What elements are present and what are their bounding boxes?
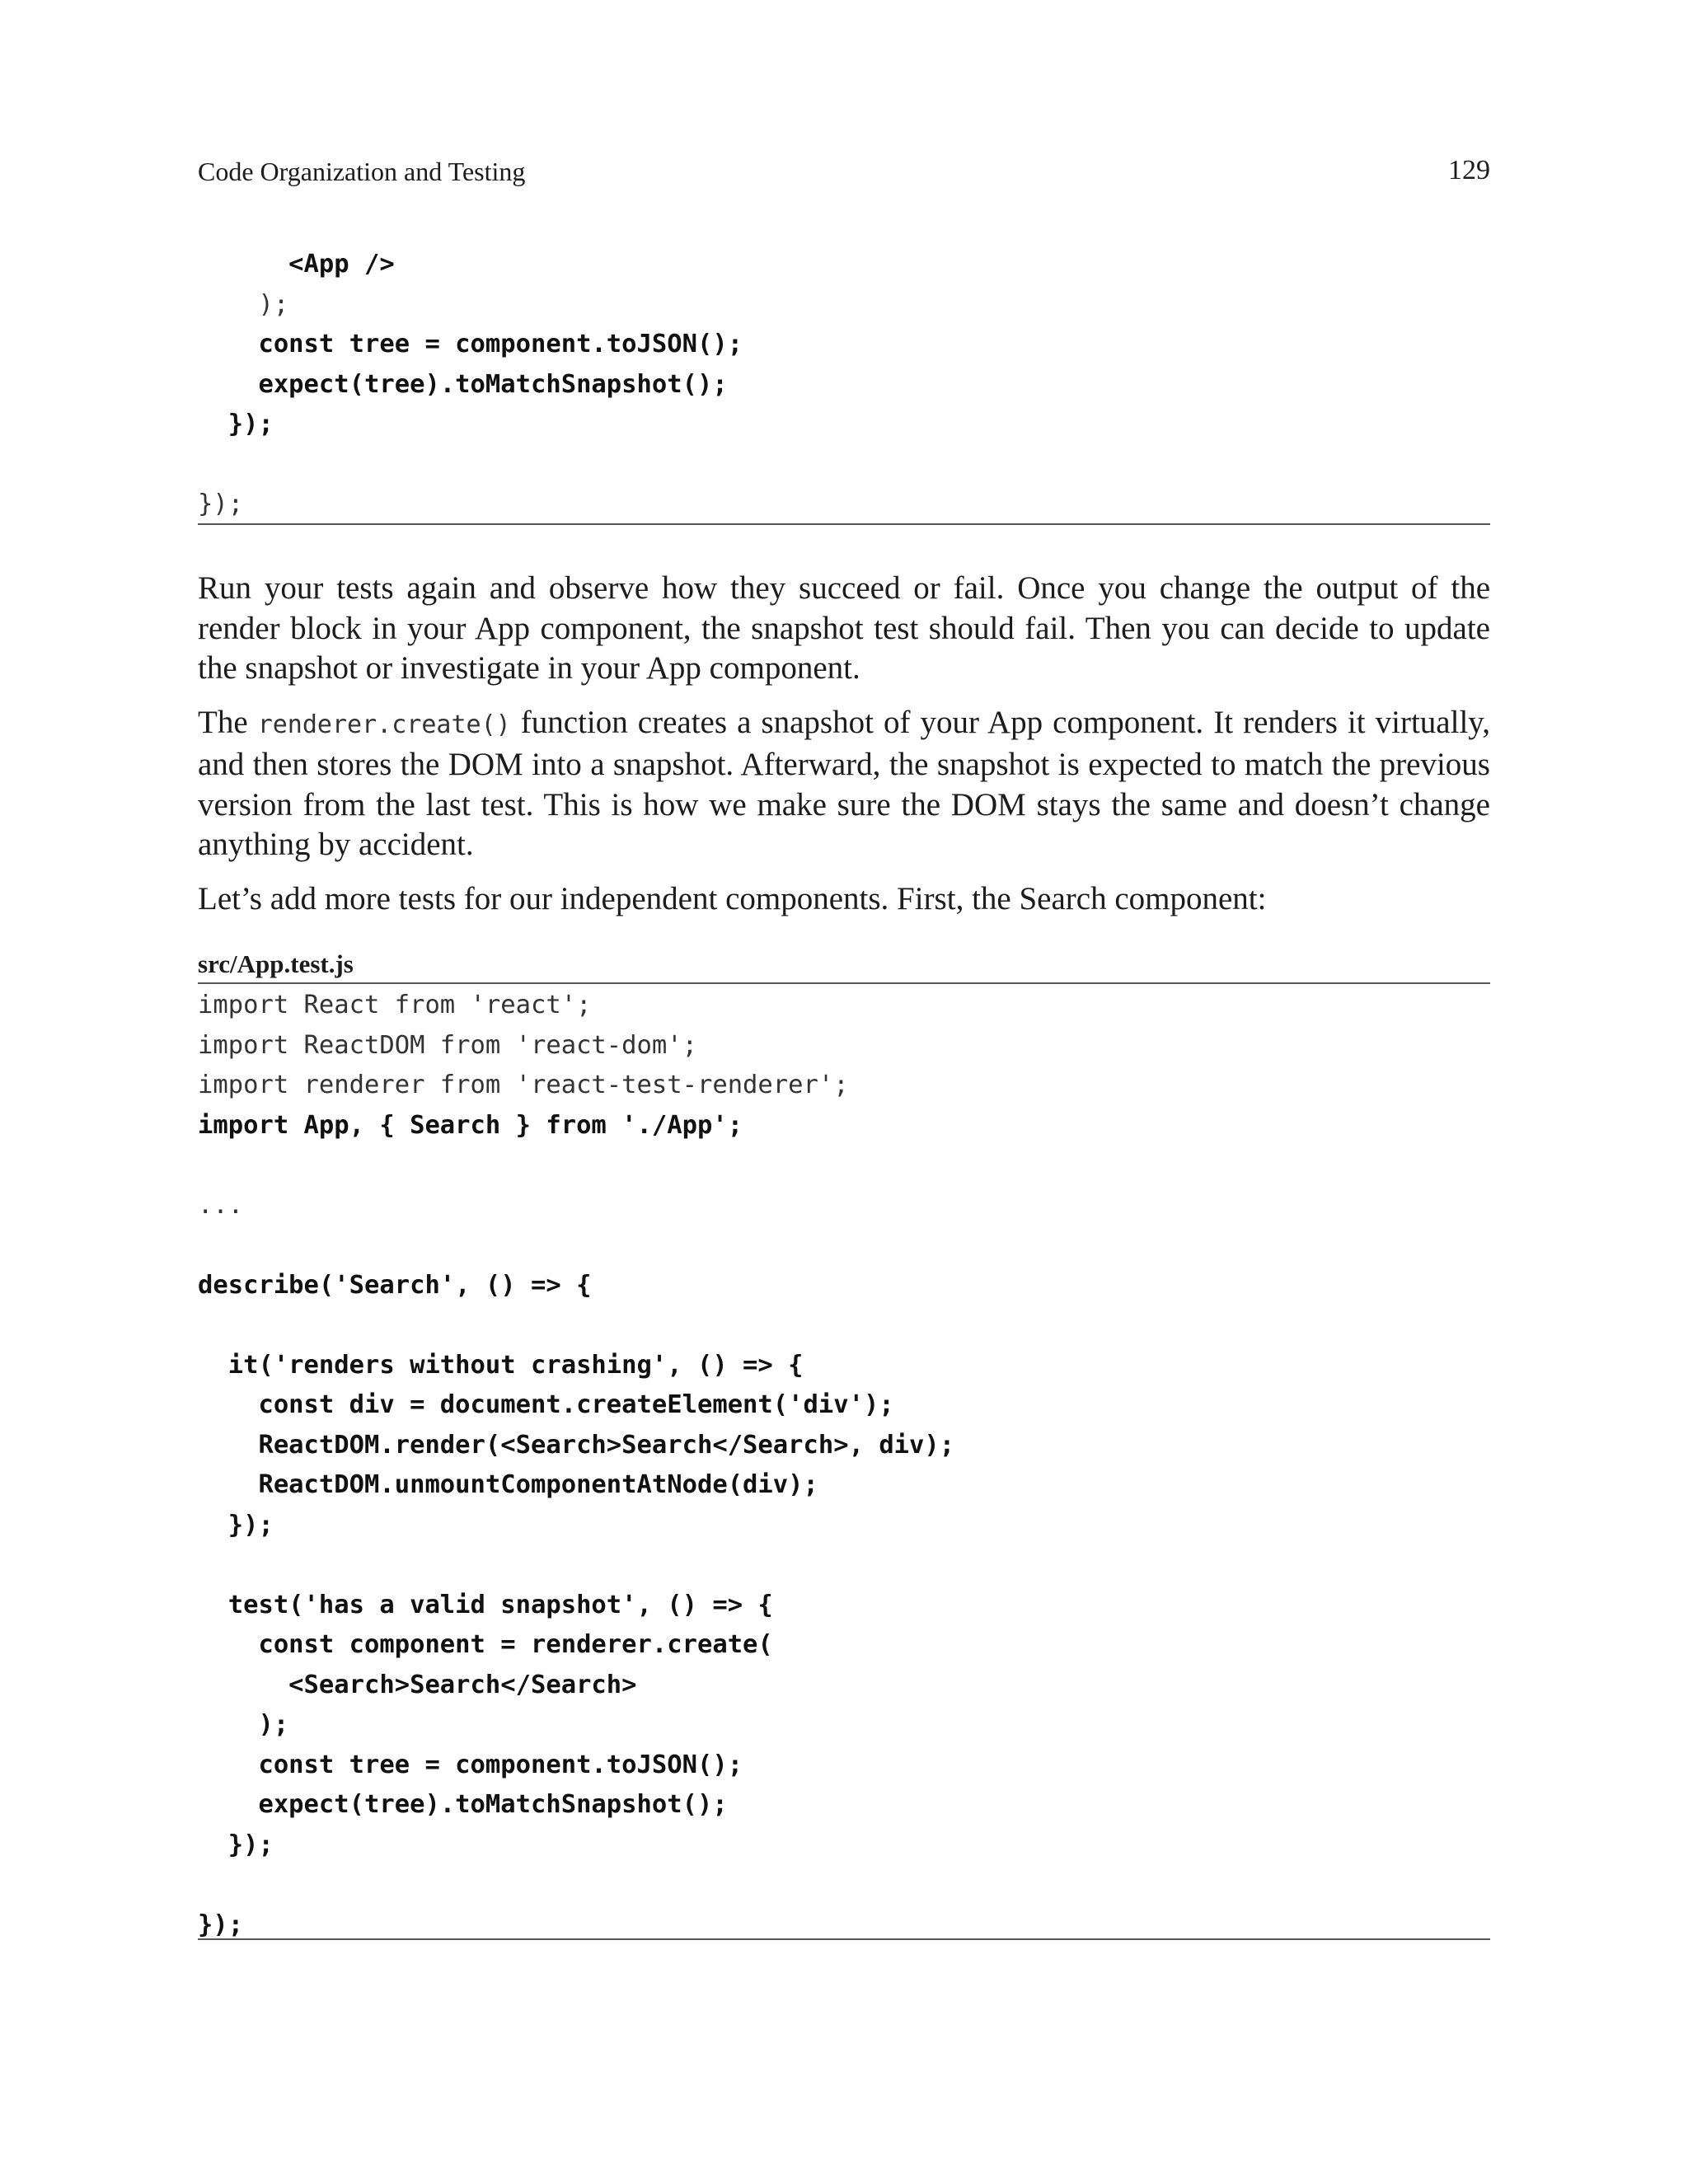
code-line	[198, 1305, 1490, 1346]
paragraph-text: function creates a snapshot of your App component. It renders it virtually, and then stores the DOM into a snapshot. Afterward, the snapshot is expected to match the previous version from the last test. This is how we make sure the DOM stays the same and doesn’t change anything by accident.	[198, 704, 1490, 862]
code-line: });	[198, 1510, 274, 1540]
code-line: const tree = component.toJSON();	[198, 1750, 743, 1779]
code-line: expect(tree).toMatchSnapshot();	[198, 1790, 728, 1819]
paragraph: Run your tests again and observe how they succeed or fail. Once you change the output of the render block in your App component, the snapshot test should fail. Then you can decide to update the snapshot or investigate in your App component.	[198, 570, 1490, 686]
code-line: );	[198, 1710, 289, 1739]
code-line: import React from 'react';	[198, 991, 592, 1019]
code-line	[198, 1146, 1490, 1186]
code-line: );	[198, 289, 289, 319]
page-number: 129	[1448, 155, 1490, 185]
code-line	[198, 445, 1490, 485]
code-line: const tree = component.toJSON();	[198, 330, 743, 359]
paragraph: Let’s add more tests for our independent components. First, the Search component:	[198, 880, 1267, 916]
code-line	[198, 1865, 1490, 1905]
code-listing	[198, 986, 1490, 1945]
code-line	[198, 1226, 1490, 1266]
code-line: });	[198, 1830, 274, 1859]
code-line: const component = renderer.create(	[198, 1630, 773, 1659]
code-continuation	[198, 245, 1490, 525]
paragraph	[198, 703, 1490, 865]
code-line: ...	[198, 1190, 244, 1220]
code-line: expect(tree).toMatchSnapshot();	[198, 369, 728, 399]
code-line	[198, 1545, 1490, 1586]
code-line: });	[198, 1910, 244, 1939]
inline-code: renderer.create()	[257, 710, 511, 739]
code-line: });	[198, 410, 274, 438]
code-line: });	[198, 490, 244, 518]
code-line: <Search>Search</Search>	[198, 1670, 637, 1699]
code-line: it('renders without crashing', () => {	[198, 1350, 804, 1380]
paragraph-text: The	[198, 704, 258, 740]
running-header: Code Organization and Testing	[198, 157, 526, 186]
code-line: test('has a valid snapshot', () => {	[198, 1590, 773, 1619]
code-line: describe('Search', () => {	[198, 1270, 592, 1300]
listing-top-rule	[198, 982, 1490, 984]
code-line: const div = document.createElement('div');	[198, 1390, 894, 1419]
code-line: import ReactDOM from 'react-dom';	[198, 1030, 697, 1060]
listing-filename: src/App.test.js	[198, 949, 354, 978]
code-line: ReactDOM.unmountComponentAtNode(div);	[198, 1470, 818, 1499]
code-line: <App />	[198, 250, 395, 279]
code-line: import renderer from 'react-test-renderer';	[198, 1071, 849, 1099]
code-line: ReactDOM.render(<Search>Search</Search>, div);	[198, 1430, 955, 1460]
code-line: import App, { Search } from './App';	[198, 1110, 743, 1140]
listing-bottom-rule	[198, 1938, 1490, 1940]
body-text	[198, 569, 1490, 933]
code-bottom-rule	[198, 523, 1490, 525]
